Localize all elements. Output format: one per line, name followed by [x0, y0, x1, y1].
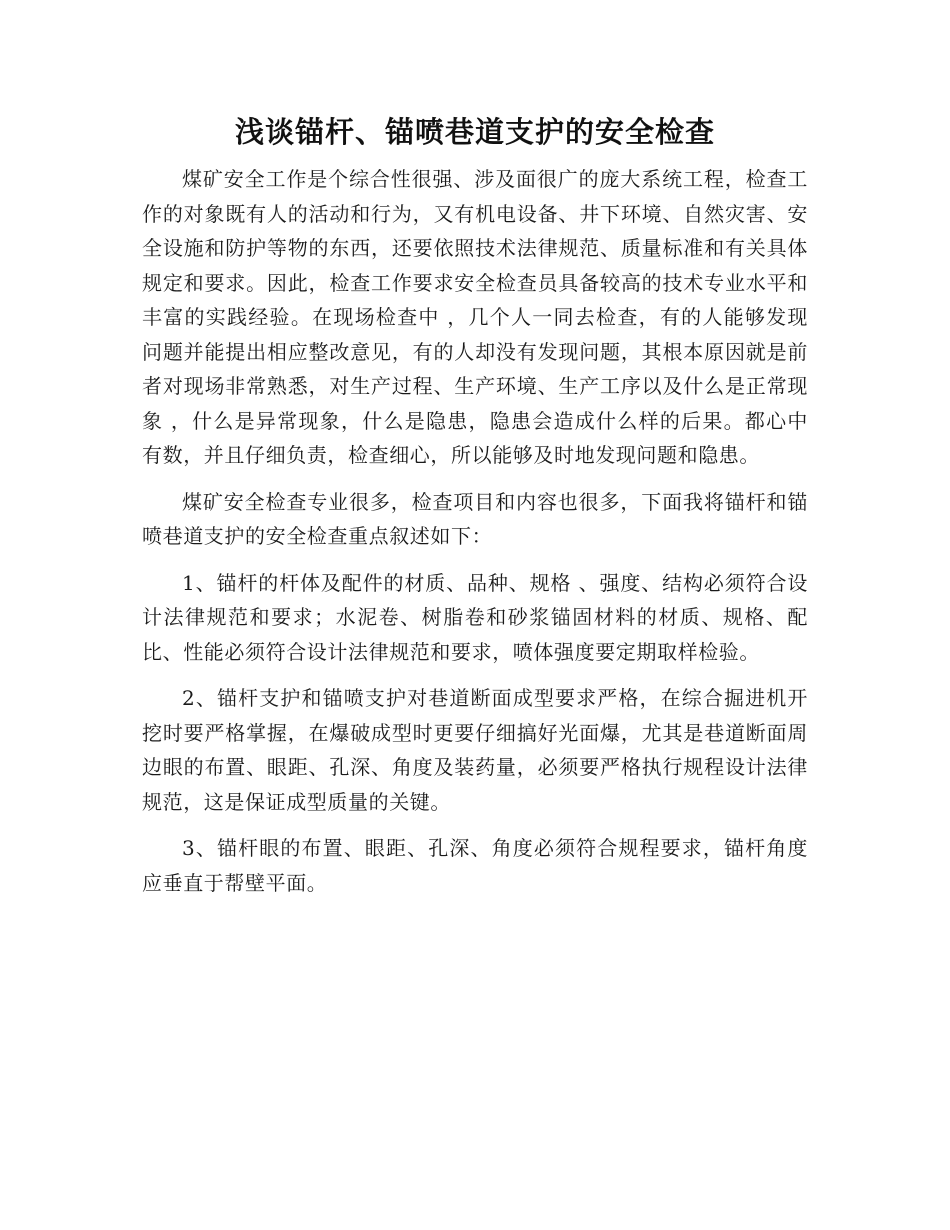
paragraph-overview: 煤矿安全检查专业很多，检查项目和内容也很多，下面我将锚杆和锚喷巷道支护的安全检查重点叙述如下： [142, 489, 808, 548]
document-page [142, 110, 808, 912]
paragraph-item-3: 3、锚杆眼的布置、眼距、孔深、角度必须符合规程要求，锚杆角度应垂直于帮壁平面。 [142, 836, 808, 895]
paragraph-item-2: 2、锚杆支护和锚喷支护对巷道断面成型要求严格，在综合掘进机开挖时要严格掌握，在爆破成型时更要仔细搞好光面爆，尤其是巷道断面周边眼的布置、眼距、孔深、角度及装药量，必须要严格执行规程设计法律规范，这是保证成型质量的关键。 [142, 686, 808, 814]
paragraph-intro: 煤矿安全工作是个综合性很强、涉及面很广的庞大系统工程，检查工作的对象既有人的活动和行为，又有机电设备、井下环境、自然灾害、安全设施和防护等物的东西，还要依照技术法律规范、质量标准和有关具体规定和要求。因此，检查工作要求安全检查员具备较高的技术专业水平和丰富的实践经验。在现场检查中 ，几个人一同去检查，有的人能够发现问题并能提出相应整改意见，有的人却没有发现问题，其根本原因就是前者对现场非常熟悉，对生产过程、生产环境、生产工序以及什么是正常现象 ，什么是异常现象，什么是隐患，隐患会造成什么样的后果。都心中有数，并且仔细负责，检查细心，所以能够及时地发现问题和隐患。 [142, 167, 808, 467]
paragraph-item-1: 1、锚杆的杆体及配件的材质、品种、规格 、强度、结构必须符合设计法律规范和要求；水泥卷、树脂卷和砂浆锚固材料的材质、规格、配比、性能必须符合设计法律规范和要求，喷体强度要定期取样检验。 [142, 570, 808, 664]
document-title: 浅谈锚杆、锚喷巷道支护的安全检查 [234, 115, 715, 149]
